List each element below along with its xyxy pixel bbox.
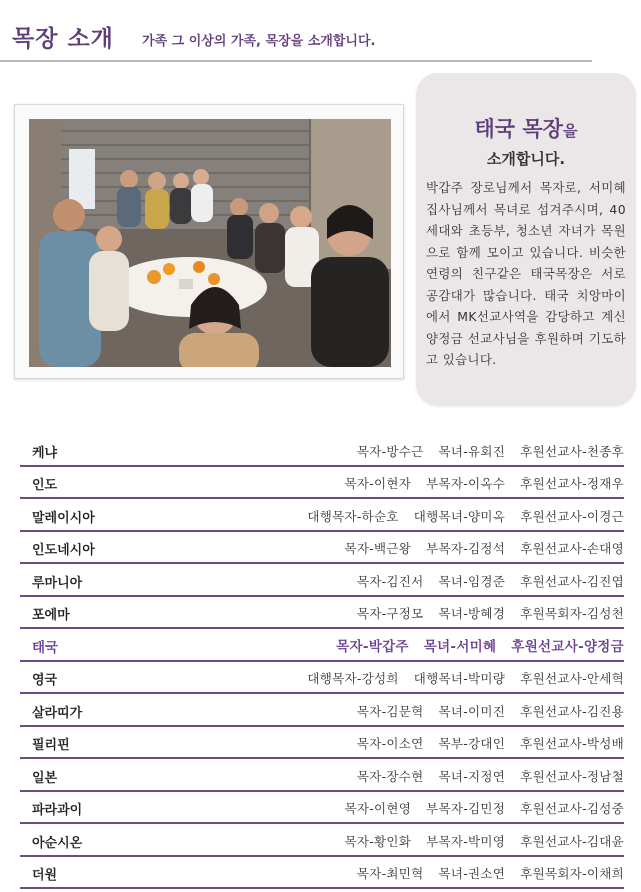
page-title: 목장 소개 [12, 26, 114, 52]
country-name: 더원 [32, 868, 58, 883]
member-info [342, 572, 624, 590]
leader: 대행목자-하순호 [307, 508, 399, 524]
co-leader: 부목자-박미영 [426, 833, 506, 849]
group-photo [29, 119, 391, 367]
country-name: 살라띠가 [32, 705, 83, 721]
country-name: 루마니아 [32, 575, 83, 591]
page-header [0, 0, 641, 62]
list-item [20, 662, 624, 695]
member-info [321, 635, 624, 655]
missionary: 후원선교사-손대영 [520, 541, 624, 556]
co-leader: 대행목녀-양미옥 [413, 508, 506, 524]
leader: 목자-이현자 [344, 476, 412, 491]
co-leader: 목녀-임경준 [438, 573, 506, 589]
country-name: 필리핀 [32, 738, 70, 753]
list-item [20, 597, 624, 630]
member-info [292, 669, 624, 687]
photo-frame [14, 104, 404, 379]
intro-title [416, 113, 636, 143]
intro-body: 박갑주 장로님께서 목자로, 서미혜 집사님께서 목녀로 섬겨주시며, 40세대와 초등부, 청소년 자녀가 목원으로 함께 모이고 있습니다. 비슷한 연령의 친구같은 태국목장은 서로 공감대가 많습니다. 태국 치앙마이에서 MK선교사역을 감당하고 계신 양정금 선교사님을 후원하며 기도하고 있습니다. [426, 180, 626, 367]
missionary: 후원선교사-천종후 [520, 443, 624, 459]
mokjang-list [20, 434, 624, 889]
country-name: 인도 [32, 478, 58, 493]
member-info [342, 767, 624, 785]
leader: 목자-이현영 [344, 801, 412, 816]
list-item [20, 759, 624, 792]
leader: 목자-방수근 [356, 443, 424, 459]
missionary: 후원선교사-김진엽 [520, 573, 624, 589]
leader: 목자-백근왕 [344, 541, 412, 556]
leader: 목자-박갑주 [336, 638, 409, 655]
missionary: 후원선교사-정남철 [520, 768, 624, 784]
page-subtitle: 가족 그 이상의 가족, 목장을 소개합니다. [142, 34, 376, 49]
co-leader: 목녀-방혜경 [438, 606, 506, 621]
country-name: 영국 [32, 673, 58, 688]
member-info [342, 864, 624, 882]
missionary: 후원목회자-이채희 [520, 866, 624, 881]
intro-box [416, 73, 636, 406]
member-info [342, 442, 624, 460]
missionary: 후원목회자-김성천 [520, 606, 624, 621]
list-item [20, 694, 624, 727]
member-info [329, 799, 624, 817]
co-leader: 목녀-서미혜 [423, 638, 497, 655]
leader: 목자-최민혁 [356, 866, 424, 881]
country-name: 포에마 [32, 608, 70, 623]
leader: 목자-장수현 [356, 768, 424, 784]
member-info [329, 539, 624, 557]
member-info [292, 507, 624, 525]
missionary: 후원선교사-김진용 [520, 703, 624, 719]
country-name: 파라과이 [32, 803, 83, 818]
list-item [20, 434, 624, 467]
leader: 목자-이소연 [356, 736, 424, 751]
co-leader: 부목자-김민정 [426, 801, 506, 816]
co-leader: 목부-강대인 [438, 736, 506, 751]
co-leader: 대행목녀-박미량 [413, 671, 506, 686]
list-item [20, 467, 624, 500]
missionary: 후원선교사-김대윤 [520, 833, 624, 849]
member-info [329, 832, 624, 850]
list-item [20, 499, 624, 532]
leader: 목자-김문혁 [356, 703, 424, 719]
leader: 목자-김진서 [356, 573, 424, 589]
member-info [342, 702, 624, 720]
co-leader: 목녀-지정연 [438, 768, 506, 784]
country-name: 인도네시아 [32, 543, 95, 558]
missionary: 후원선교사-이경근 [520, 508, 624, 524]
leader: 목자-황인화 [344, 833, 412, 849]
co-leader: 목녀-권소연 [438, 866, 506, 881]
country-name: 태국 [32, 639, 59, 656]
missionary: 후원선교사-김성중 [520, 801, 624, 816]
list-item [20, 727, 624, 760]
list-item [20, 792, 624, 825]
missionary: 후원선교사-박성배 [520, 736, 624, 751]
header-divider [0, 60, 592, 62]
member-info [342, 734, 624, 752]
country-name: 케냐 [32, 445, 58, 461]
co-leader: 목녀-유회진 [438, 443, 506, 459]
co-leader: 부목자-이옥수 [426, 476, 506, 491]
list-item [20, 564, 624, 597]
intro-title-particle: 을 [562, 122, 578, 140]
leader: 목자-구정모 [356, 606, 424, 621]
missionary: 후원선교사-정재우 [520, 476, 624, 491]
country-name: 일본 [32, 770, 58, 786]
list-item [20, 857, 624, 890]
list-item-highlighted [20, 629, 624, 662]
member-info [329, 474, 624, 492]
country-name: 아순시온 [32, 835, 83, 851]
missionary: 후원선교사-양정금 [511, 638, 624, 655]
co-leader: 부목자-김정석 [426, 541, 506, 556]
list-item [20, 532, 624, 565]
leader: 대행목자-강성희 [307, 671, 399, 686]
intro-subtitle: 소개합니다. [486, 150, 566, 168]
list-item [20, 824, 624, 857]
country-name: 말레이시아 [32, 510, 95, 526]
intro-title-main: 태국 목장 [474, 117, 563, 141]
member-info [342, 604, 624, 622]
missionary: 후원선교사-안세혁 [520, 671, 624, 686]
co-leader: 목녀-이미진 [438, 703, 506, 719]
